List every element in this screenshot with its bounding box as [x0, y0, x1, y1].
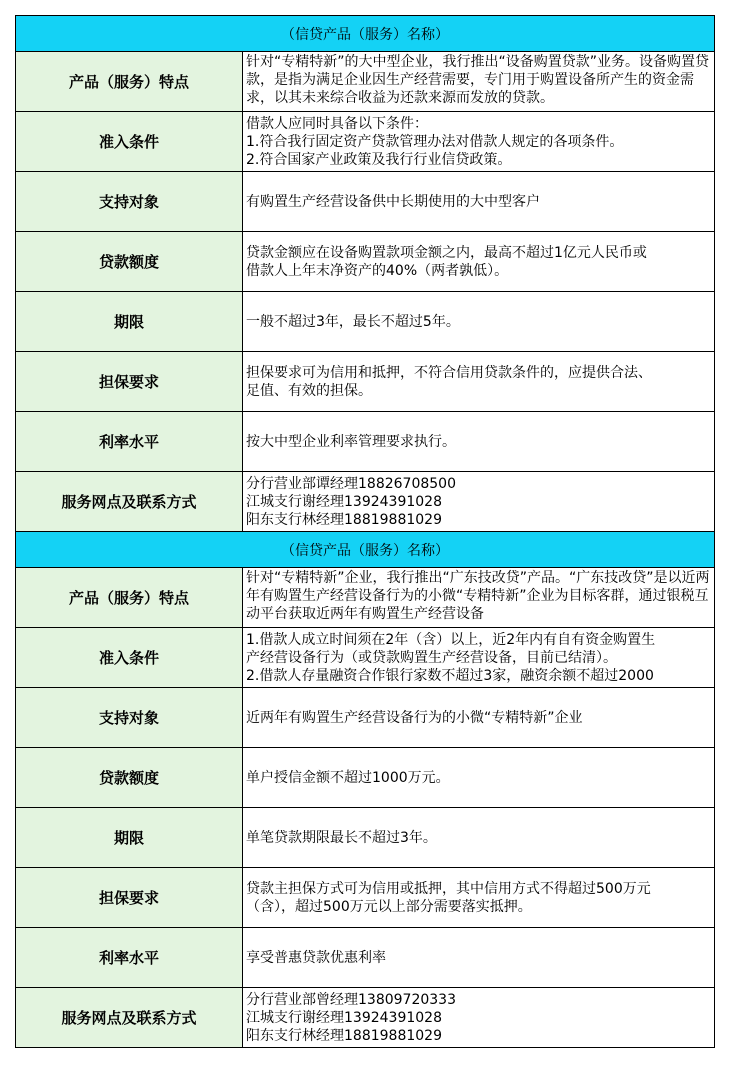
contact-line: 分行营业部谭经理18826708500 — [246, 475, 456, 492]
contact-line: 阳东支行林经理18819881029 — [246, 1027, 442, 1044]
table-row — [16, 988, 715, 1048]
row-label: 支持对象 — [16, 688, 243, 748]
contact-line: 分行营业部曾经理13809720333 — [246, 991, 456, 1008]
row-value — [243, 988, 715, 1048]
section-header-row — [16, 532, 715, 568]
table-row — [16, 808, 715, 868]
contact-line: 江城支行谢经理13924391028 — [246, 1009, 442, 1026]
text-line: 足值、有效的担保。 — [246, 382, 372, 399]
text-line: 产经营设备行为（或贷款购置生产经营设备，目前已结清）。 — [246, 649, 617, 666]
row-label: 产品（服务）特点 — [16, 52, 243, 112]
row-label: 期限 — [16, 292, 243, 352]
text-line: 借款人上年末净资产的40%（两者孰低）。 — [246, 262, 509, 279]
row-label: 产品（服务）特点 — [16, 568, 243, 628]
row-value: 享受普惠贷款优惠利率 — [243, 928, 715, 988]
table-row — [16, 232, 715, 292]
row-value — [243, 112, 715, 172]
section-title: （信贷产品（服务）名称） — [16, 532, 715, 568]
table-row — [16, 352, 715, 412]
row-value: 单户授信金额不超过1000万元。 — [243, 748, 715, 808]
row-value: 有购置生产经营设备供中长期使用的大中型客户 — [243, 172, 715, 232]
row-value: 近两年有购置生产经营设备行为的小微“专精特新”企业 — [243, 688, 715, 748]
text-line: 2.借款人存量融资合作银行家数不超过3家，融资余额不超过2000 — [246, 667, 654, 684]
row-value — [243, 628, 715, 688]
row-label: 利率水平 — [16, 412, 243, 472]
row-value — [243, 232, 715, 292]
text-line: 借款人应同时具备以下条件： — [246, 115, 428, 132]
row-label: 服务网点及联系方式 — [16, 988, 243, 1048]
row-value: 一般不超过3年，最长不超过5年。 — [243, 292, 715, 352]
product-table — [15, 15, 715, 1048]
text-line: 1.借款人成立时间须在2年（含）以上，近2年内有自有资金购置生 — [246, 631, 656, 648]
row-value — [243, 868, 715, 928]
row-label: 准入条件 — [16, 628, 243, 688]
table-row — [16, 628, 715, 688]
table-row — [16, 112, 715, 172]
feature-text: 针对“专精特新”的大中型企业，我行推出“设备购置贷款”业务。设备购置贷款，是指为满足企业因生产经营需要，专门用于购置设备所产生的资金需求，以其未来综合收益为还款来源而发放的贷款。 — [246, 54, 710, 106]
section-title: （信贷产品（服务）名称） — [16, 16, 715, 52]
table-row — [16, 688, 715, 748]
row-label: 服务网点及联系方式 — [16, 472, 243, 532]
table-row — [16, 52, 715, 112]
row-label: 担保要求 — [16, 868, 243, 928]
contact-line: 阳东支行林经理18819881029 — [246, 511, 442, 528]
row-value: 单笔贷款期限最长不超过3年。 — [243, 808, 715, 868]
table-row — [16, 412, 715, 472]
row-value: 按大中型企业利率管理要求执行。 — [243, 412, 715, 472]
table-row — [16, 172, 715, 232]
row-value — [243, 472, 715, 532]
table-row — [16, 928, 715, 988]
contact-line: 江城支行谢经理13924391028 — [246, 493, 442, 510]
row-value — [243, 352, 715, 412]
row-value — [243, 568, 715, 628]
row-label: 贷款额度 — [16, 232, 243, 292]
table-row — [16, 748, 715, 808]
row-value — [243, 52, 715, 112]
row-label: 贷款额度 — [16, 748, 243, 808]
table-row — [16, 472, 715, 532]
row-label: 期限 — [16, 808, 243, 868]
feature-text: 针对“专精特新”企业，我行推出“广东技改贷”产品。“广东技改贷”是以近两年有购置生产经营设备行为的小微“专精特新”企业为目标客群，通过银税互动平台获取近两年有购置生产经营设备 — [246, 570, 710, 622]
table-row — [16, 292, 715, 352]
text-line: 担保要求可为信用和抵押，不符合信用贷款条件的，应提供合法、 — [246, 364, 652, 381]
section-header-row — [16, 16, 715, 52]
text-line: 贷款主担保方式可为信用或抵押，其中信用方式不得超过500万元 — [246, 880, 651, 897]
row-label: 利率水平 — [16, 928, 243, 988]
table-row — [16, 868, 715, 928]
table-row — [16, 568, 715, 628]
text-line: （含），超过500万元以上部分需要落实抵押。 — [246, 898, 532, 915]
text-line: 2.符合国家产业政策及我行行业信贷政策。 — [246, 151, 512, 168]
text-line: 贷款金额应在设备购置款项金额之内，最高不超过1亿元人民币或 — [246, 244, 647, 261]
row-label: 支持对象 — [16, 172, 243, 232]
row-label: 担保要求 — [16, 352, 243, 412]
row-label: 准入条件 — [16, 112, 243, 172]
text-line: 1.符合我行固定资产贷款管理办法对借款人规定的各项条件。 — [246, 133, 624, 150]
